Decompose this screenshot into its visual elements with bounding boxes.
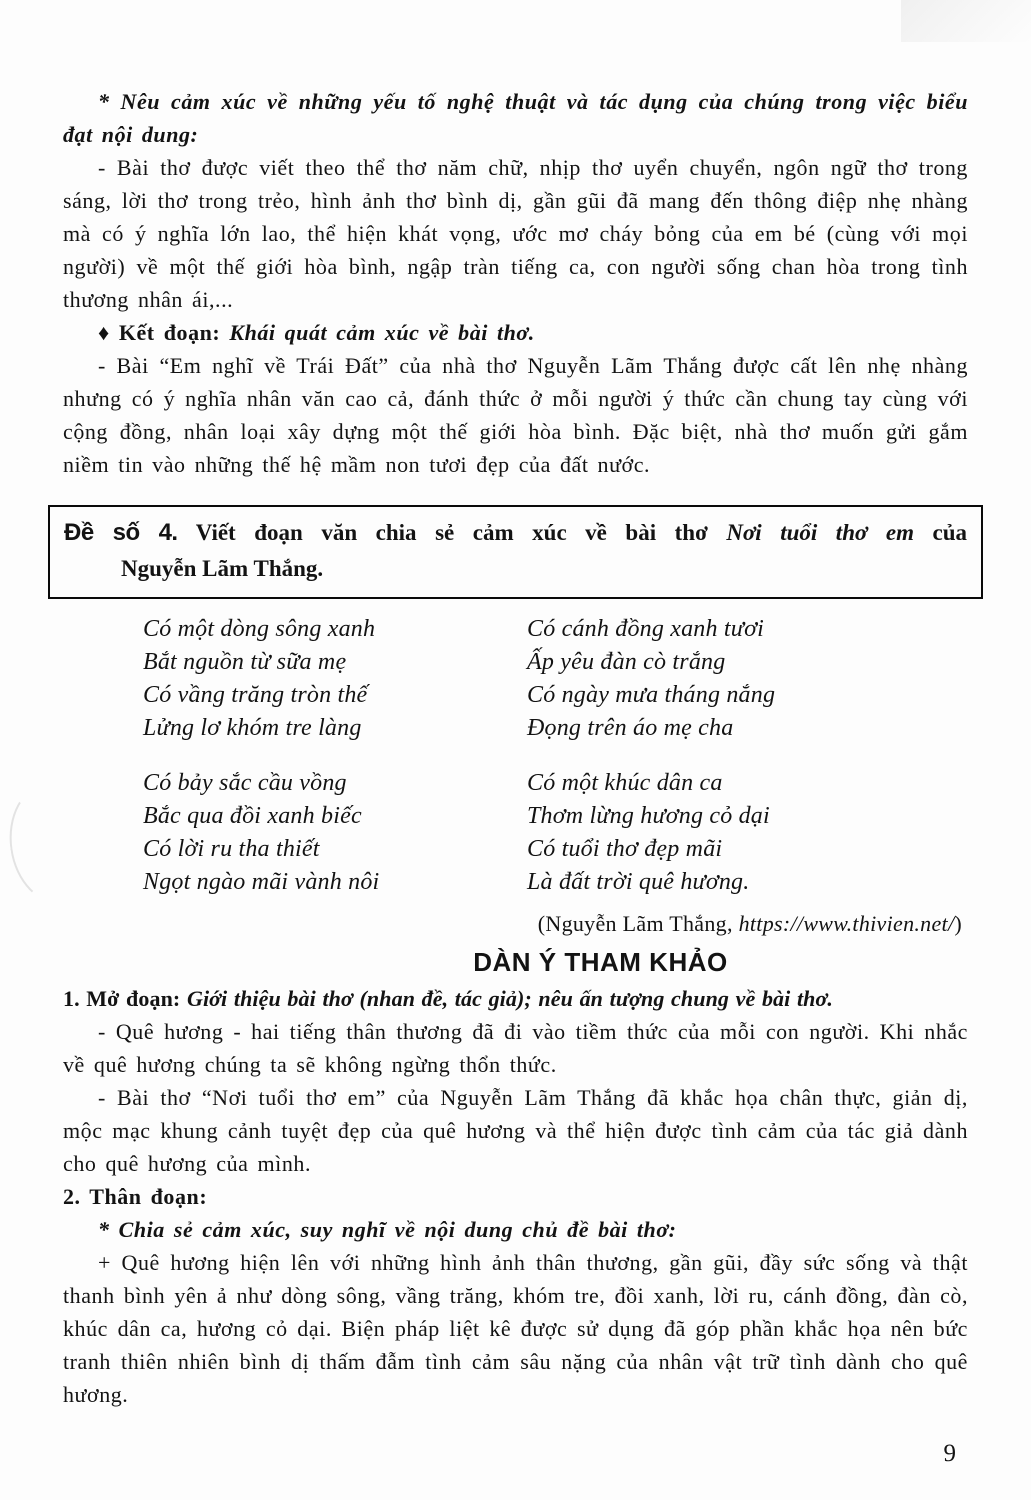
section-art-elements — [63, 85, 968, 481]
poem-line: Ấp yêu đàn cò trắng — [527, 649, 726, 675]
para-bai-tho: - Bài thơ “Nơi tuổi thơ em” của Nguyễn Lãm Thắng đã khắc họa chân thực, giản dị, mộc mạc khung cảnh tuyệt đẹp của quê hương và thể hiện được tình cảm của tác giả dành cho quê hương của mình. — [63, 1085, 968, 1176]
poem-line: Là đất trời quê hương. — [527, 869, 750, 895]
poem — [143, 613, 968, 899]
poem-line: Có lời ru tha thiết — [143, 836, 320, 862]
heading-chia-se: * Chia sẻ cảm xúc, suy nghĩ về nội dung chủ đề bài thơ: — [98, 1217, 677, 1242]
poem-stanza-2 — [143, 767, 968, 899]
para-chia-se: + Quê hương hiện lên với những hình ảnh thân thương, gần gũi, đầy sức sống và thật thanh bình yên ả như dòng sông, vầng trăng, khóm tre, đồi xanh, lời ru, cánh đồng, đàn cò, khúc dân ca, hương cỏ dại. Biện pháp liệt kê được sử dụng đã góp phần khắc họa nên bức tranh thiên nhiên bình dị thấm đẫm tình cảm sâu nặng của nhân vật trữ tình dành cho quê hương. — [63, 1250, 968, 1407]
attribution-close: ) — [954, 911, 962, 936]
poem-line: Thơm lừng hương cỏ dại — [527, 803, 770, 829]
attribution-author: (Nguyễn Lãm Thắng, — [537, 911, 739, 936]
poem-stanza-1-right — [527, 613, 968, 745]
exercise-text-before: Viết đoạn văn chia sẻ cảm xúc về bài thơ — [195, 520, 708, 545]
heading-than-doan: 2. Thân đoạn: — [63, 1184, 208, 1209]
poem-line: Có một khúc dân ca — [527, 770, 723, 796]
poem-line: Có một dòng sông xanh — [143, 616, 376, 642]
exercise-box — [48, 505, 983, 599]
poem-line: Có vầng trăng tròn thế — [143, 682, 368, 708]
exercise-line-1 — [64, 515, 967, 551]
exercise-line-2: Nguyễn Lãm Thắng. — [121, 556, 324, 581]
poem-line: Có tuổi thơ đẹp mãi — [527, 836, 723, 862]
mo-doan-label: 1. Mở đoạn: — [63, 986, 181, 1011]
poem-line: Bắt nguồn từ sữa mẹ — [143, 649, 347, 675]
scan-smudge — [901, 0, 1031, 42]
poem-line: Có ngày mưa tháng nắng — [527, 682, 776, 708]
poem-line: Lửng lơ khóm tre làng — [143, 715, 362, 741]
poem-line: Ngọt ngào mãi vành nôi — [143, 869, 380, 895]
poem-line: Bắc qua đồi xanh biếc — [143, 803, 362, 829]
section-outline — [63, 982, 968, 1411]
exercise-text-after: của — [932, 520, 967, 545]
para-ket-doan: - Bài “Em nghĩ về Trái Đất” của nhà thơ Nguyễn Lãm Thắng được cất lên nhẹ nhàng nhưng có ý nghĩa nhân văn cao cả, đánh thức ở mỗi người ý thức cần chung tay cùng với cộng đồng, nhân loại xây dựng một thế giới hòa bình. Đặc biệt, nhà thơ muốn gửi gắm niềm tin vào những thế hệ mầm non tươi đẹp của đất nước. — [63, 353, 968, 477]
ket-doan-label: ♦ Kết đoạn: — [98, 320, 221, 345]
para-que-huong: - Quê hương - hai tiếng thân thương đã đi vào tiềm thức của mỗi con người. Khi nhắc về quê hương chúng ta sẽ không ngừng thổn thức. — [63, 1019, 968, 1077]
poem-line: Có bảy sắc cầu vồng — [143, 770, 347, 796]
heading-art-elements: * Nêu cảm xúc về những yếu tố nghệ thuật và tác dụng của chúng trong việc biểu đạt nội dung: — [63, 89, 968, 147]
outline-title: DÀN Ý THAM KHẢO — [473, 947, 728, 977]
poem-stanza-2-right — [527, 767, 968, 899]
poem-line: Có cánh đồng xanh tươi — [527, 616, 764, 642]
poem-stanza-1 — [143, 613, 968, 745]
attribution-url: https://www.thivien.net/ — [738, 911, 955, 936]
poem-line: Đọng trên áo mẹ cha — [527, 715, 734, 741]
poem-attribution — [63, 907, 968, 940]
heading-mo-doan — [63, 982, 968, 1015]
para-art-analysis: - Bài thơ được viết theo thể thơ năm chữ, nhịp thơ uyển chuyển, ngôn ngữ thơ trong sáng, lời thơ trong trẻo, hình ảnh thơ bình dị, gần gũi đã mang đến thông điệp nhẹ nhàng mà có ý nghĩa lớn lao, thể hiện khát vọng, ước mơ cháy bỏng của em bé (cùng với mọi người) về một thế giới hòa bình, ngập tràn tiếng ca, con người sống chan hòa trong tình thương nhân ái,... — [63, 155, 968, 312]
poem-stanza-2-left — [143, 767, 527, 899]
page-number: 9 — [943, 1440, 956, 1467]
scan-artifact-arc — [2, 776, 108, 909]
ket-doan-text: Khái quát cảm xúc về bài thơ. — [229, 320, 535, 345]
poem-stanza-1-left — [143, 613, 527, 745]
exercise-label: Đề số 4. — [64, 519, 178, 546]
heading-ket-doan — [63, 316, 968, 349]
exercise-poem-title: Nơi tuổi thơ em — [726, 520, 914, 545]
mo-doan-text: Giới thiệu bài thơ (nhan đề, tác giả); nêu ấn tượng chung về bài thơ. — [186, 986, 834, 1011]
